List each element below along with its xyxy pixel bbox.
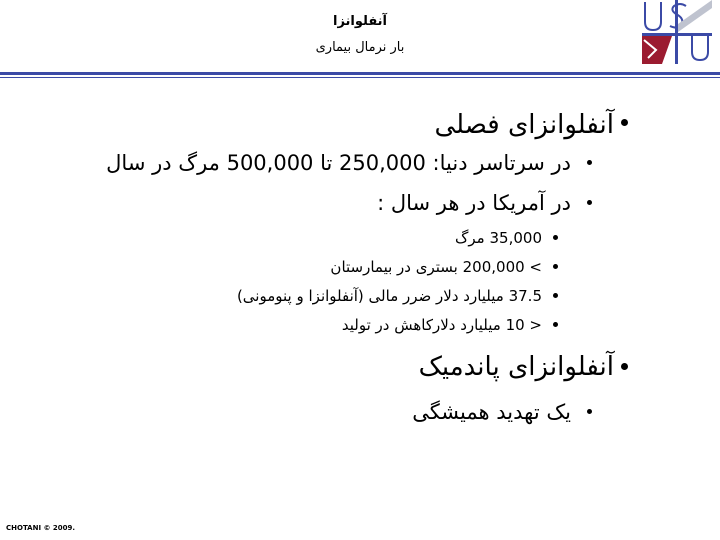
bullet-dot-icon (587, 409, 592, 414)
bullet-dot-icon (553, 322, 558, 327)
bullet-level3 (342, 315, 542, 335)
bullet-dot-icon (587, 200, 592, 205)
bullet-dot-icon (621, 119, 628, 126)
copyright-footer: CHOTANI © 2009. (6, 524, 76, 532)
bullet-text: آنفلوانزای پاندمیک (418, 352, 614, 382)
bullet-dot-icon (553, 235, 558, 240)
bullet-level1 (434, 110, 614, 140)
bullet-level3 (330, 257, 542, 277)
bullet-text: > 200,000 بستری در بیمارستان (330, 258, 542, 276)
bullet-text: یک تهدید همیشگی (412, 400, 571, 424)
bullet-dot-icon (553, 293, 558, 298)
slide-subtitle: بار نرمال بیماری (315, 40, 405, 55)
bullet-text: < 10 میلیارد دلارکاهش در تولید (341, 316, 542, 334)
bullet-text: 35,000 مرگ (454, 229, 542, 247)
bullet-text: آنفلوانزای فصلی (434, 110, 614, 140)
bullet-level2 (412, 399, 571, 425)
bullet-level2 (106, 150, 571, 176)
slide-title: آنفلوانزا (332, 14, 388, 29)
bullet-text: در سرتاسر دنیا: 250,000 تا 500,000 مرگ در سال (106, 151, 571, 175)
bullet-level3 (237, 286, 542, 306)
bullet-dot-icon (587, 160, 592, 165)
bullet-text: 37.5 میلیارد دلار ضرر مالی (آنفلوانزا و پنومونی) (236, 287, 542, 305)
bullet-dot-icon (621, 363, 628, 370)
bullet-dot-icon (553, 264, 558, 269)
bullet-level2 (377, 190, 571, 216)
bullet-level3 (455, 228, 542, 248)
bullet-level1 (419, 352, 614, 382)
bullet-text: در آمریکا در هر سال : (377, 191, 571, 215)
